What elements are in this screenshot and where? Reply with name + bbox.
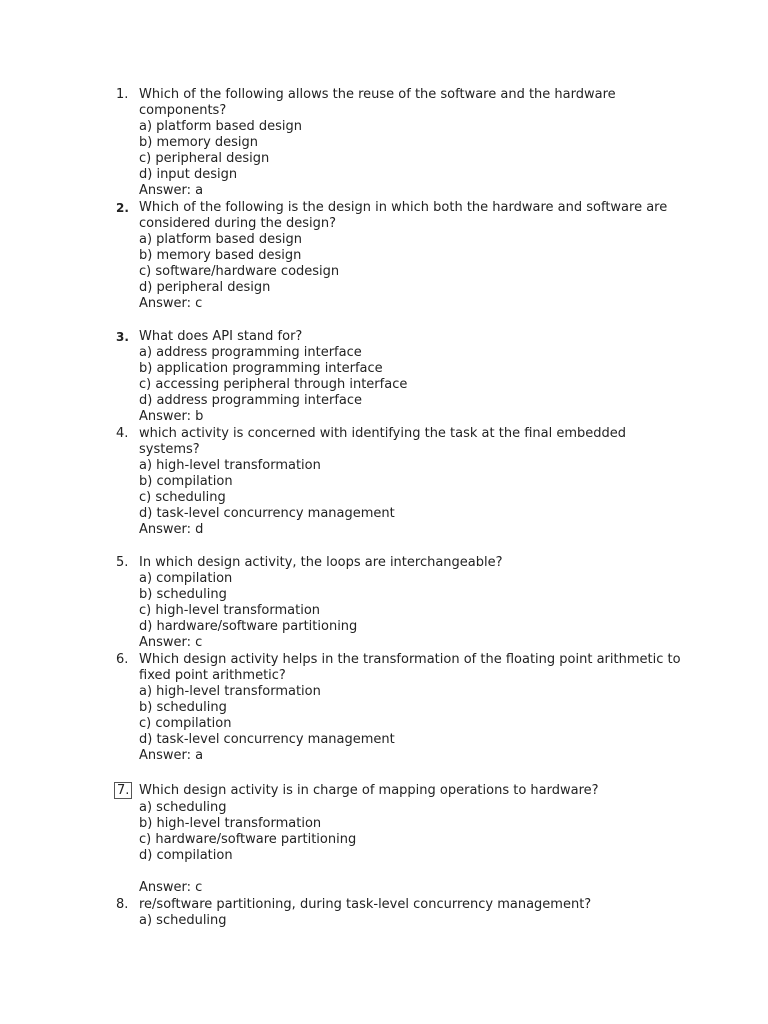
question-text: Which design activity is in charge of mapping operations to hardware? [139, 783, 599, 798]
option-c: c) hardware/software partitioning [139, 832, 357, 847]
option-d: d) hardware/software partitioning [139, 619, 358, 634]
question-number: 1. [116, 87, 129, 102]
question-text: which activity is concerned with identifying the task at the final embedded [139, 426, 627, 441]
option-a: a) scheduling [139, 913, 227, 928]
option-b: b) scheduling [139, 700, 227, 715]
option-d: d) task-level concurrency management [139, 732, 395, 747]
answer: Answer: a [139, 748, 204, 763]
answer: Answer: c [139, 296, 203, 311]
question-number: 5. [116, 555, 129, 570]
option-a: a) high-level transformation [139, 458, 321, 473]
option-b: b) application programming interface [139, 361, 383, 376]
question-text-continued: considered during the design? [139, 216, 336, 231]
question-number: 7. [114, 782, 132, 799]
question-text: In which design activity, the loops are interchangeable? [139, 555, 503, 570]
option-c: c) compilation [139, 716, 232, 731]
option-d: d) peripheral design [139, 280, 271, 295]
question-number: 3. [116, 330, 129, 344]
question-number: 6. [116, 652, 129, 667]
question-text: Which design activity helps in the transformation of the floating point arithmetic to [139, 652, 681, 667]
option-c: c) peripheral design [139, 151, 270, 166]
question-text-continued: components? [139, 103, 227, 118]
question-text: What does API stand for? [139, 329, 303, 344]
option-b: b) scheduling [139, 587, 227, 602]
option-d: d) compilation [139, 848, 233, 863]
question-number: 8. [116, 897, 129, 912]
option-d: d) address programming interface [139, 393, 363, 408]
option-d: d) input design [139, 167, 238, 182]
answer: Answer: a [139, 183, 204, 198]
option-a: a) scheduling [139, 800, 227, 815]
question-number: 2. [116, 201, 129, 215]
option-b: b) high-level transformation [139, 816, 322, 831]
answer: Answer: d [139, 522, 204, 537]
answer: Answer: b [139, 409, 204, 424]
option-c: c) scheduling [139, 490, 226, 505]
question-text: Which of the following is the design in which both the hardware and software are [139, 200, 668, 215]
option-a: a) address programming interface [139, 345, 362, 360]
option-b: b) memory based design [139, 248, 302, 263]
question-text: re/software partitioning, during task-level concurrency management? [139, 897, 592, 912]
option-c: c) high-level transformation [139, 603, 321, 618]
question-text-continued: fixed point arithmetic? [139, 668, 286, 683]
option-a: a) compilation [139, 571, 233, 586]
question-text: Which of the following allows the reuse of the software and the hardware [139, 87, 616, 102]
option-b: b) compilation [139, 474, 233, 489]
question-text-continued: systems? [139, 442, 200, 457]
option-c: c) software/hardware codesign [139, 264, 340, 279]
answer: Answer: c [139, 880, 203, 895]
option-a: a) platform based design [139, 119, 303, 134]
question-number: 4. [116, 426, 129, 441]
option-a: a) platform based design [139, 232, 303, 247]
option-b: b) memory design [139, 135, 259, 150]
option-c: c) accessing peripheral through interface [139, 377, 408, 392]
answer: Answer: c [139, 635, 203, 650]
option-d: d) task-level concurrency management [139, 506, 395, 521]
option-a: a) high-level transformation [139, 684, 321, 699]
